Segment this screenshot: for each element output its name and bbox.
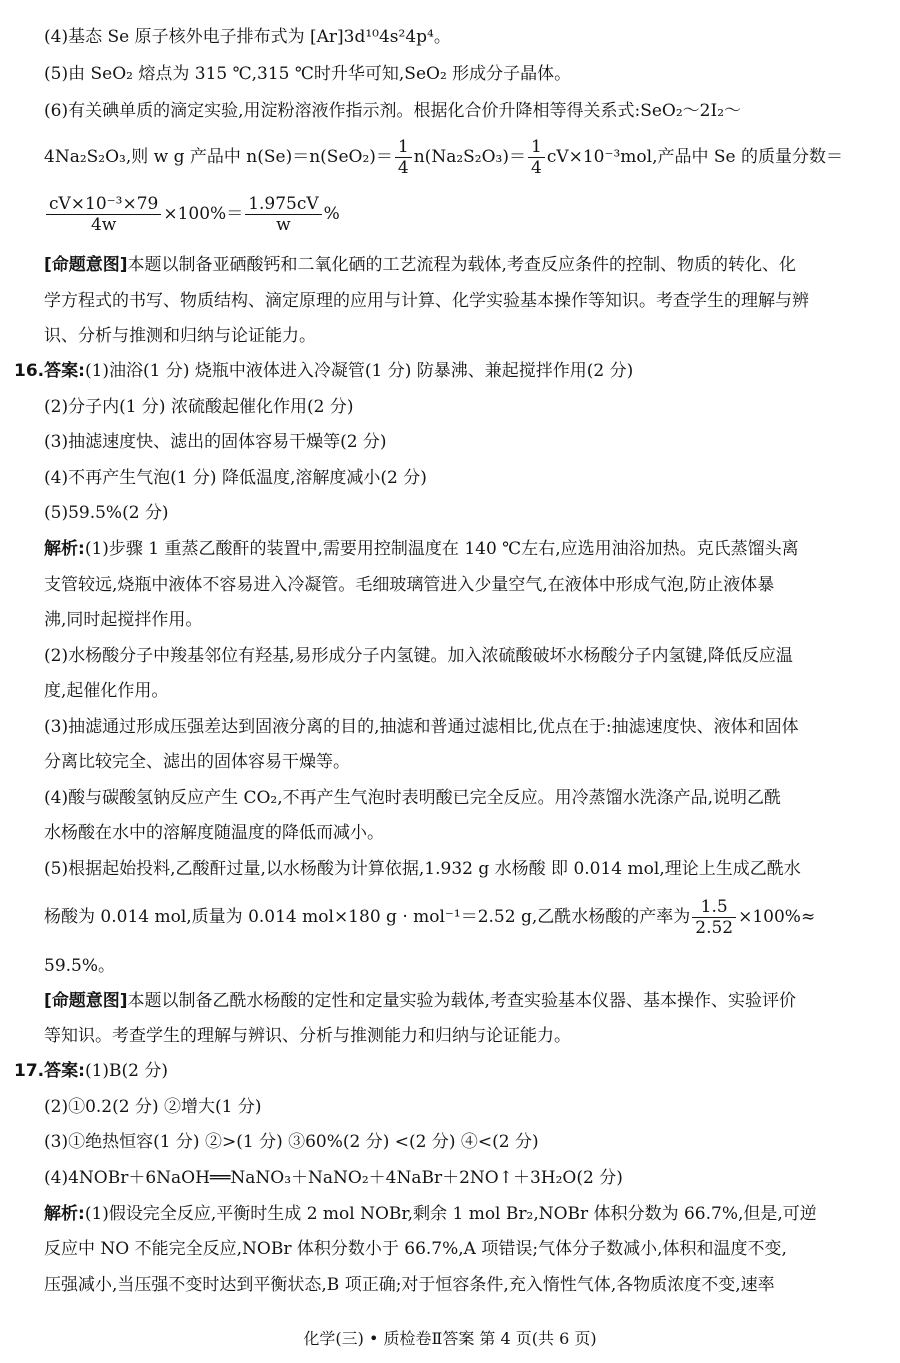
page-footer: 化学(三) • 质检卷Ⅱ答案 第 4 页(共 6 页) [303,1329,597,1348]
text-line: 学方程式的书写、物质结构、滴定原理的应用与计算、化学实验基本操作等知识。考查学生的理解与辨 [44,291,809,311]
text-line: (2)①0.2(2 分) ②增大(1 分) [44,1097,262,1117]
formula-line [44,192,340,236]
analysis-line [44,1203,817,1225]
text-line: 59.5%。 [44,956,116,976]
text-line: (3)抽滤通过形成压强差达到固液分离的目的,抽滤和普通过滤相比,优点在于:抽滤速度快、液体和固体 [44,717,799,737]
question-number: 17. [14,1061,45,1081]
text-line: (2)分子内(1 分) 浓硫酸起催化作用(2 分) [44,397,354,417]
text-line: (4)酸与碳酸氢钠反应产生 CO₂,不再产生气泡时表明酸已完全反应。用冷蒸馏水洗涤产品,说明乙酰 [44,788,782,808]
text-segment: (1)假设完全反应,平衡时生成 2 mol NOBr,剩余 1 mol Br₂,NOBr 体积分数为 66.7%,但是,可逆 [84,1204,817,1224]
text-line: 水杨酸在水中的溶解度随温度的降低而减小。 [44,823,384,843]
analysis-label: 解析: [44,1204,85,1224]
text-segment: ×100%≈ [738,907,816,927]
text-line: 沸,同时起搅拌作用。 [44,610,203,630]
text-segment: 杨酸为 0.014 mol,质量为 0.014 mol×180 g · mol⁻¹＝2.52 g,乙酰水杨酸的产率为 [44,907,691,927]
intent-line [44,990,796,1012]
formula-line [44,895,815,939]
text-line: 分离比较完全、滤出的固体容易干燥等。 [44,752,350,772]
answer-label: 答案: [44,361,85,381]
analysis-label: 解析: [44,539,85,559]
text-line: (3)抽滤速度快、滤出的固体容易干燥等(2 分) [44,432,387,452]
text-line: 度,起催化作用。 [44,681,169,701]
answer-label: 答案: [44,1061,85,1081]
text-line: 等知识。考查学生的理解与辨识、分析与推测能力和归纳与论证能力。 [44,1026,571,1046]
text-line: (5)59.5%(2 分) [44,503,169,523]
text-segment: % [323,204,340,224]
formula-line [44,135,843,179]
text-segment: (1)B(2 分) [84,1061,168,1081]
text-line: 反应中 NO 不能完全反应,NOBr 体积分数小于 66.7%,A 项错误;气体分子数减小,体积和温度不变, [44,1239,787,1259]
fraction: $\frac{1.5}{2.52}$ [692,897,736,938]
text-segment: cV×10⁻³mol,产品中 Se 的质量分数＝ [546,147,843,167]
text-line: (3)①绝热恒容(1 分) ②>(1 分) ③60%(2 分) <(2 分) ④<(2 分) [44,1132,539,1152]
text-segment: (1)步骤 1 重蒸乙酸酐的装置中,需要用控制温度在 140 ℃左右,应选用油浴加热。克氏蒸馏头离 [84,539,799,559]
question-16-answer [14,360,633,382]
intent-label: [命题意图] [44,991,128,1011]
fraction: $\frac{\text{cV×10⁻³×79}}{4w}$ [46,194,161,235]
question-17-answer [14,1060,168,1082]
text-segment: n(Na₂S₂O₃)＝ [413,147,526,167]
text-line: (5)由 SeO₂ 熔点为 315 ℃,315 ℃时升华可知,SeO₂ 形成分子晶体。 [44,64,572,84]
text-line: (4)4NOBr＋6NaOH══NaNO₃＋NaNO₂＋4NaBr＋2NO↑＋3H₂O(2 分) [44,1168,623,1188]
intent-label: [命题意图] [44,255,128,275]
text-segment: 本题以制备亚硒酸钙和二氧化硒的工艺流程为载体,考查反应条件的控制、物质的转化、化 [127,255,796,275]
text-line: 压强减小,当压强不变时达到平衡状态,B 项正确;对于恒容条件,充入惰性气体,各物质浓度不变,速率 [44,1275,775,1295]
fraction: $\frac{1.975cV}{w}$ [245,194,321,235]
fraction: $\frac{1}{4}$ [528,137,545,178]
text-line: 识、分析与推测和归纳与论证能力。 [44,326,316,346]
text-segment: (1)油浴(1 分) 烧瓶中液体进入冷凝管(1 分) 防暴沸、兼起搅拌作用(2 分) [84,361,634,381]
question-number: 16. [14,361,45,381]
text-line: (4)不再产生气泡(1 分) 降低温度,溶解度减小(2 分) [44,468,427,488]
text-segment: ×100%＝ [163,204,244,224]
text-segment: 4Na₂S₂O₃,则 w g 产品中 n(Se)＝n(SeO₂)＝ [44,147,393,167]
fraction: $\frac{1}{4}$ [395,137,412,178]
intent-line [44,254,796,276]
text-line: (4)基态 Se 原子核外电子排布式为 [Ar]3d¹⁰4s²4p⁴。 [44,27,451,47]
analysis-line [44,538,799,560]
text-line: (6)有关碘单质的滴定实验,用淀粉溶液作指示剂。根据化合价升降相等得关系式:SeO₂～2I₂～ [44,101,742,121]
text-line: 支管较远,烧瓶中液体不容易进入冷凝管。毛细玻璃管进入少量空气,在液体中形成气泡,防止液体暴 [44,575,775,595]
text-line: (5)根据起始投料,乙酸酐过量,以水杨酸为计算依据,1.932 g 水杨酸 即 0.014 mol,理论上生成乙酰水 [44,859,801,879]
text-line: (2)水杨酸分子中羧基邻位有羟基,易形成分子内氢键。加入浓硫酸破坏水杨酸分子内氢键,降低反应温 [44,646,793,666]
text-segment: 本题以制备乙酰水杨酸的定性和定量实验为载体,考查实验基本仪器、基本操作、实验评价 [127,991,796,1011]
